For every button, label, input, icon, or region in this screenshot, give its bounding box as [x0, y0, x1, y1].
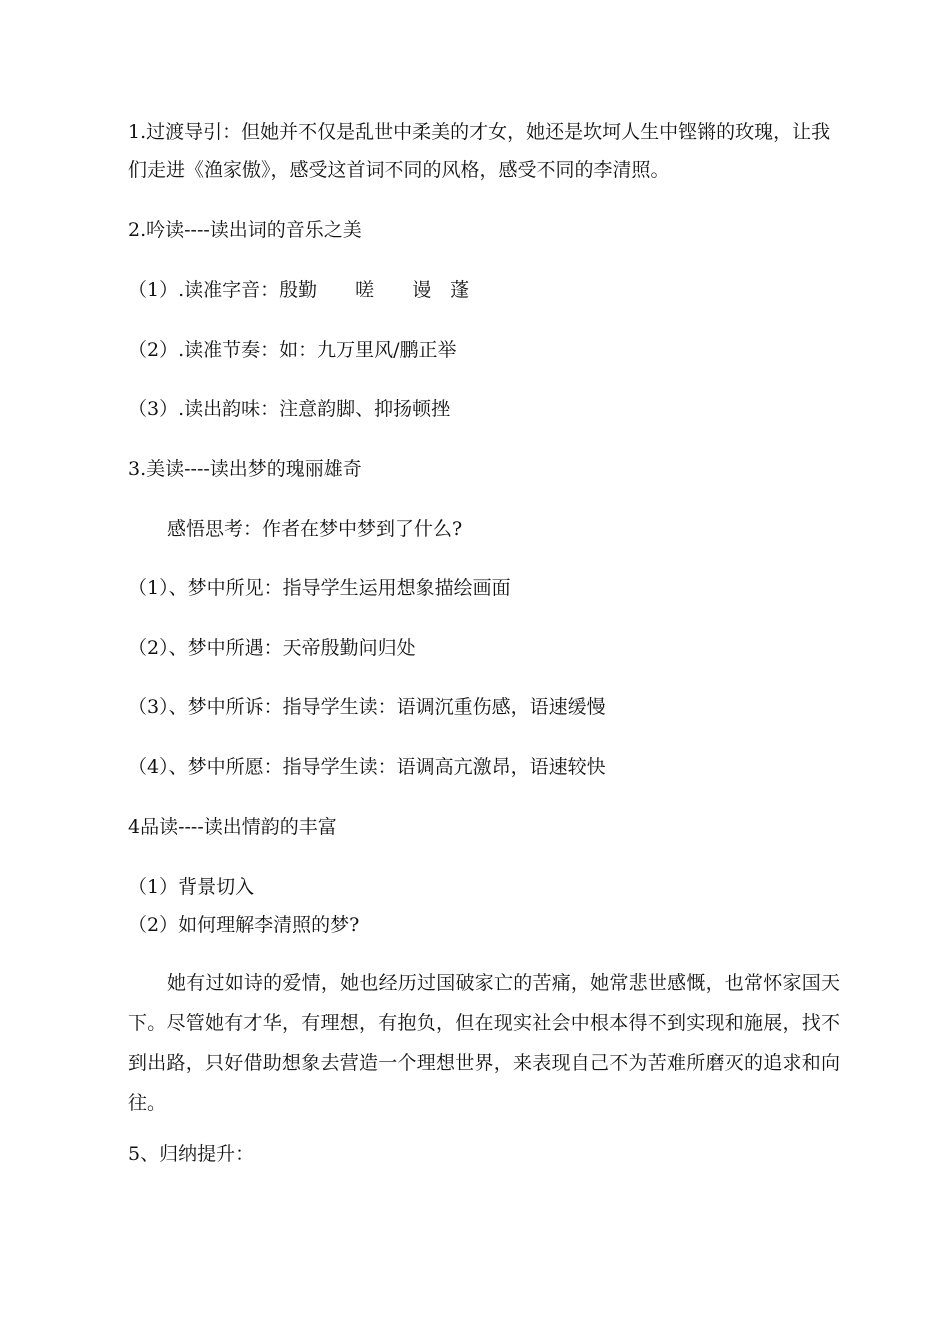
step-3-item-1: （1）、梦中所见：指导学生运用想象描绘画面 [128, 577, 511, 599]
step-1-line-2: 们走进《渔家傲》，感受这首词不同的风格，感受不同的李清照。 [128, 159, 670, 181]
step-2-item-3: （3）.读出韵味：注意韵脚、抑扬顿挫 [128, 398, 451, 420]
step-3-question: 感悟思考：作者在梦中梦到了什么? [167, 518, 463, 540]
step-3-item-2: （2）、梦中所遇：天帝殷勤问归处 [128, 637, 416, 659]
step-1-line-1: 1.过渡导引：但她并不仅是乱世中柔美的才女，她还是坎坷人生中铿锵的玫瑰，让我 [128, 121, 831, 143]
step-2-item-2: （2）.读准节奏：如：九万里风/鹏正举 [128, 339, 457, 361]
step-2-item-1: （1）.读准字音：殷勤 嗟 谩 蓬 [128, 279, 470, 301]
step-4-heading: 4品读----读出情韵的丰富 [128, 816, 337, 838]
step-3-item-4: （4）、梦中所愿：指导学生读：语调高亢激昂，语速较快 [128, 756, 606, 778]
step-4-item-2: （2）如何理解李清照的梦? [128, 914, 360, 936]
step-5-heading: 5、归纳提升： [128, 1143, 255, 1165]
step-3-item-3: （3）、梦中所诉：指导学生读：语调沉重伤感，语速缓慢 [128, 696, 606, 718]
body-paragraph: 她有过如诗的爱情，她也经历过国破家亡的苦痛，她常悲世感慨，也常怀家国天下。尽管她有才华，有理想，有抱负，但在现实社会中根本得不到实现和施展，找不到出路，只好借助想象去营造一个理想世界，来表现自己不为苦难所磨灭的追求和向往。 [128, 972, 840, 1114]
step-2-heading: 2.吟读----读出词的音乐之美 [128, 219, 362, 241]
step-4-item-1: （1）背景切入 [128, 876, 255, 898]
step-3-heading: 3.美读----读出梦的瑰丽雄奇 [128, 458, 362, 480]
